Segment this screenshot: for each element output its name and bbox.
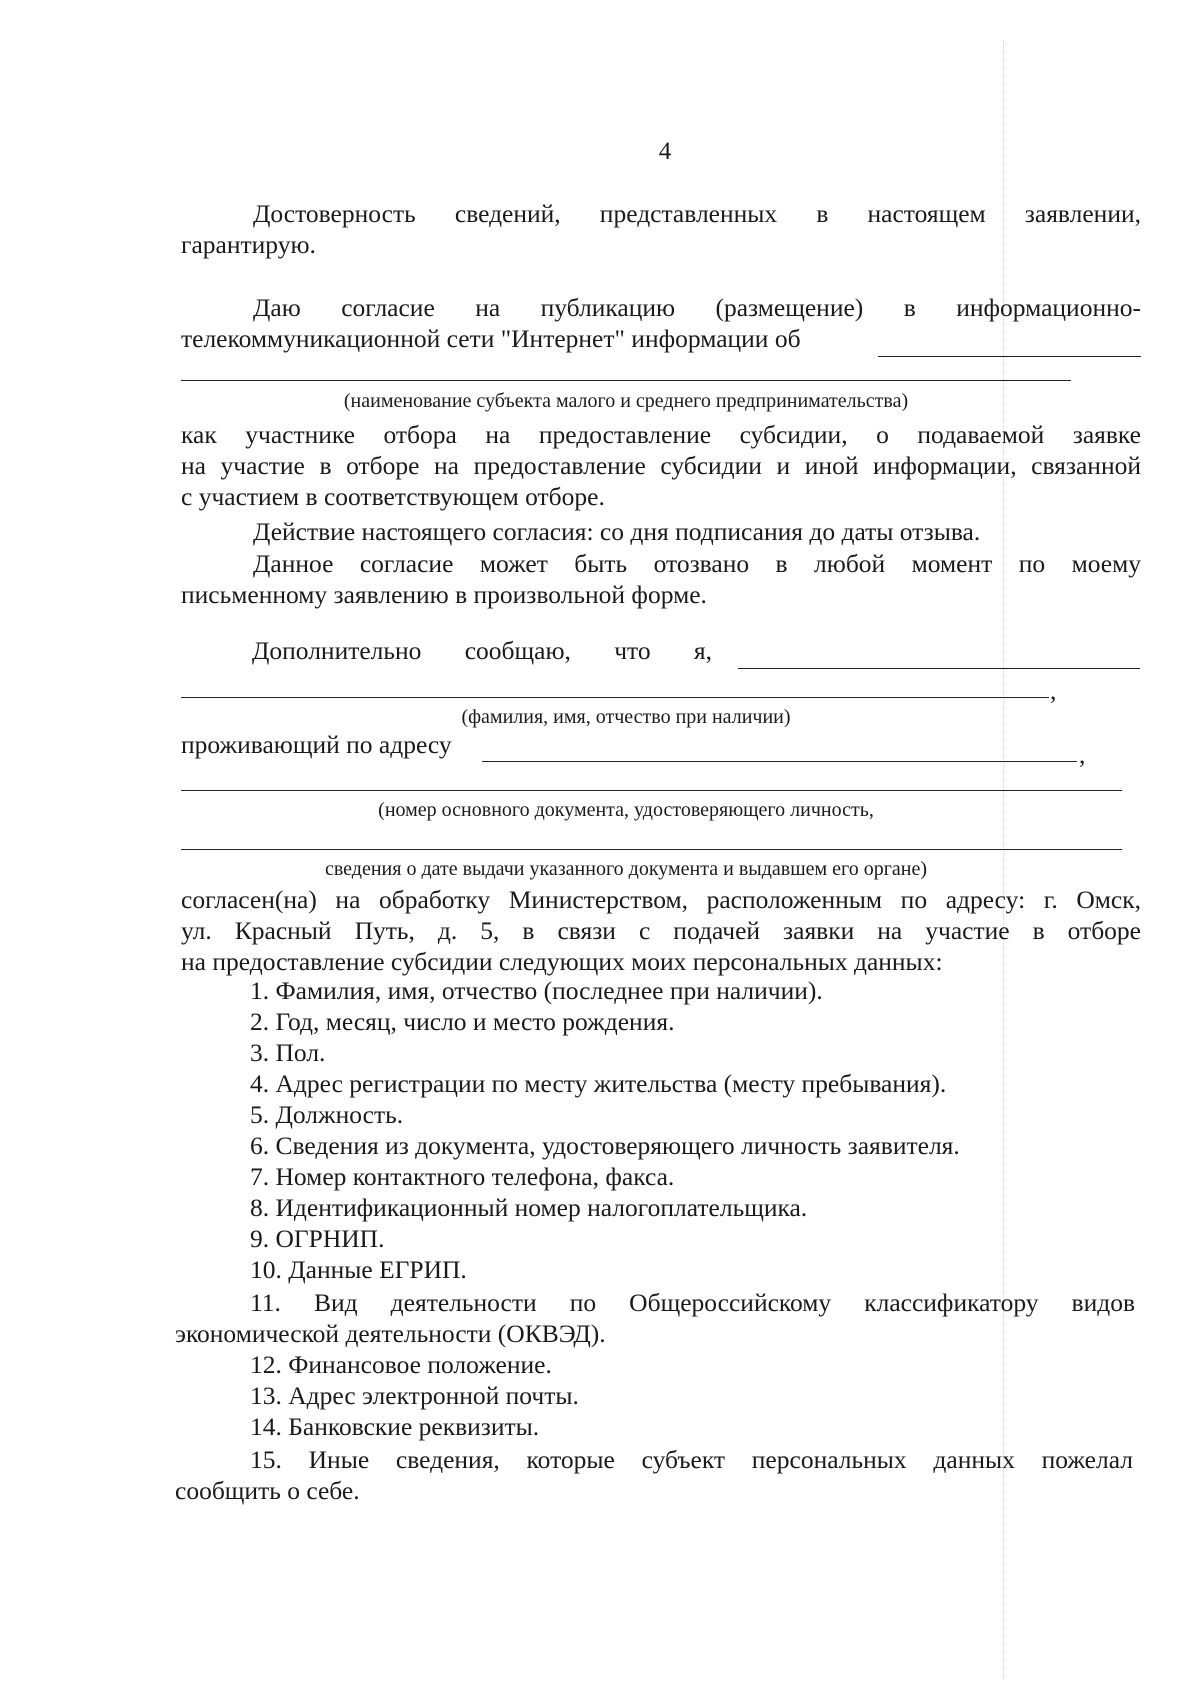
address-blank-line-1 [482, 761, 1077, 762]
paragraph-agree [181, 884, 1141, 977]
item15-line-1: 15. Иные сведения, которые субъект персональных данных пожелал [250, 1445, 1133, 1474]
list-item: 7. Номер контактного телефона, факса. [250, 1162, 675, 1191]
consent-line-2: телекоммуникационной сети "Интернет" информации об [181, 324, 801, 353]
caption-issue: сведения о дате выдачи указанного документа и выдавшем его органе) [324, 858, 928, 880]
item11-line-2: экономической деятельности (ОКВЭД). [175, 1319, 606, 1348]
caption-name: (фамилия, имя, отчество при наличии) [461, 706, 791, 728]
validity-line: Действие настоящего согласия: со дня подписания до даты отзыва. [253, 517, 981, 546]
revoke-line-1: Данное согласие может быть отозвано в любой момент по моему [253, 549, 1141, 578]
list-item-15 [175, 1444, 1133, 1506]
entity-blank-line-2 [181, 380, 1071, 381]
list-item: 13. Адрес электронной почты. [250, 1381, 579, 1410]
list-item: 5. Должность. [250, 1100, 404, 1129]
revoke-line-2: письменному заявлению в произвольной форме. [181, 580, 707, 609]
participant-line-1: как участнике отбора на предоставление субсидии, о подаваемой заявке [181, 420, 1141, 449]
list-item: 1. Фамилия, имя, отчество (последнее при наличии). [250, 976, 823, 1005]
agree-line-2: ул. Красный Путь, д. 5, в связи с подачей заявки на участие в отборе [181, 916, 1141, 945]
address-blank-line-2 [181, 790, 1122, 791]
label-additional: Дополнительно сообщаю, что я, [252, 636, 712, 665]
guarantee-line-2: гарантирую. [181, 230, 316, 259]
name-blank-line-2 [181, 697, 1049, 698]
entity-blank-line-1 [878, 356, 1141, 357]
paragraph-consent [181, 292, 1141, 354]
list-item-11 [175, 1287, 1135, 1349]
comma-1: , [1050, 676, 1057, 705]
list-item: 2. Год, месяц, число и место рождения. [250, 1007, 675, 1036]
paragraph-guarantee [181, 198, 1141, 260]
list-item: 12. Финансовое положение. [250, 1350, 552, 1379]
comma-2: , [1079, 740, 1086, 769]
item11-line-1: 11. Вид деятельности по Общероссийскому классификатору видов [250, 1288, 1135, 1317]
name-blank-line-1 [738, 668, 1140, 669]
item15-line-2: сообщить о себе. [175, 1476, 360, 1505]
page-number: 4 [658, 138, 672, 165]
list-item: 9. ОГРНИП. [250, 1224, 385, 1253]
list-item: 14. Банковские реквизиты. [250, 1412, 540, 1441]
participant-line-3: с участием в соответствующем отборе. [181, 482, 605, 511]
list-item: 8. Идентификационный номер налогоплательщика. [250, 1193, 808, 1222]
caption-entity: (наименование субъекта малого и среднего предпринимательства) [343, 390, 909, 412]
paragraph-validity [181, 516, 1141, 547]
paragraph-revoke [181, 548, 1141, 610]
caption-document: (номер основного документа, удостоверяющего личность, [378, 799, 874, 821]
list-item: 6. Сведения из документа, удостоверяющего личность заявителя. [250, 1131, 960, 1160]
consent-line-1: Даю согласие на публикацию (размещение) в информационно- [253, 293, 1141, 322]
agree-line-1: согласен(на) на обработку Министерством, расположенным по адресу: г. Омск, [181, 885, 1141, 914]
document-blank-line [181, 849, 1122, 850]
paragraph-participant [181, 419, 1141, 512]
participant-line-2: на участие в отборе на предоставление субсидии и иной информации, связанной [181, 451, 1141, 480]
list-item: 4. Адрес регистрации по месту жительства (месту пребывания). [250, 1069, 947, 1098]
agree-line-3: на предоставление субсидии следующих моих персональных данных: [181, 947, 943, 976]
label-address: проживающий по адресу [181, 730, 452, 759]
list-item: 3. Пол. [250, 1038, 326, 1067]
guarantee-line-1: Достоверность сведений, представленных в настоящем заявлении, [253, 199, 1141, 228]
list-item: 10. Данные ЕГРИП. [250, 1255, 467, 1284]
